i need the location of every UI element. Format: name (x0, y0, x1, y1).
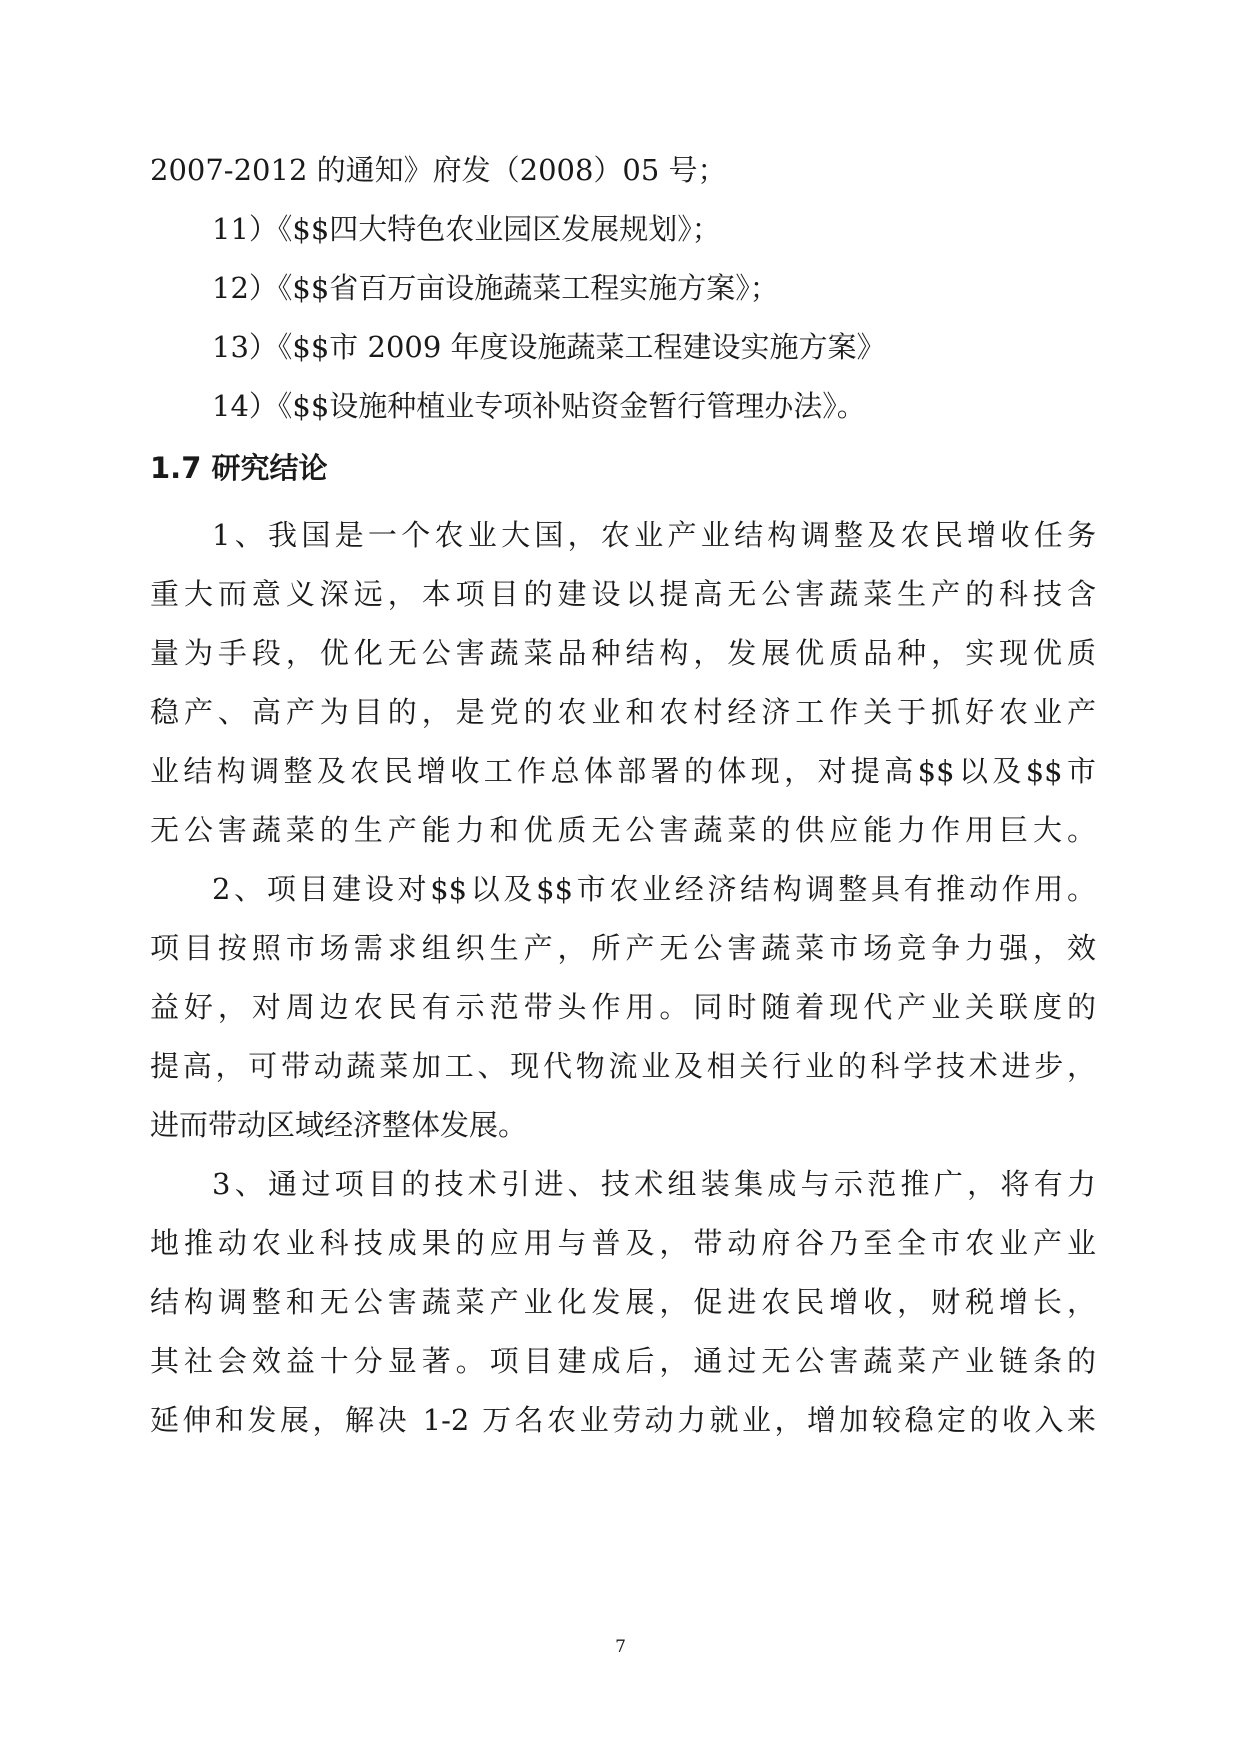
paragraph-1-line-5: 业结构调整及农民增收工作总体部署的体现，对提高$$以及$$市 (150, 754, 1096, 788)
paragraph-3-line-1: 3、通过项目的技术引进、技术组装集成与示范推广，将有力 (212, 1167, 1096, 1201)
paragraph-1-line-4: 稳产、高产为目的，是党的农业和农村经济工作关于抓好农业产 (150, 695, 1096, 729)
list-item-11: 11）《$$四大特色农业园区发展规划》； (212, 212, 721, 246)
section-heading: 1.7 研究结论 (150, 451, 328, 485)
list-item-13: 13）《$$市 2009 年度设施蔬菜工程建设实施方案》 (212, 330, 886, 364)
paragraph-3-line-4: 其社会效益十分显著。项目建成后，通过无公害蔬菜产业链条的 (150, 1344, 1096, 1378)
list-item-12: 12）《$$省百万亩设施蔬菜工程实施方案》； (212, 271, 779, 305)
paragraph-1-line-2: 重大而意义深远，本项目的建设以提高无公害蔬菜生产的科技含 (150, 577, 1096, 611)
list-item-14: 14）《$$设施种植业专项补贴资金暂行管理办法》。 (212, 389, 866, 423)
paragraph-3-line-5: 延伸和发展，解决 1-2 万名农业劳动力就业，增加较稳定的收入来 (150, 1403, 1096, 1437)
paragraph-3-line-3: 结构调整和无公害蔬菜产业化发展，促进农民增收，财税增长， (150, 1285, 1096, 1319)
paragraph-3-line-2: 地推动农业科技成果的应用与普及，带动府谷乃至全市农业产业 (150, 1226, 1096, 1260)
paragraph-2-line-1: 2、项目建设对$$以及$$市农业经济结构调整具有推动作用。 (212, 872, 1096, 906)
paragraph-2-line-5: 进而带动区域经济整体发展。 (150, 1108, 528, 1142)
paragraph-2-line-4: 提高，可带动蔬菜加工、现代物流业及相关行业的科学技术进步， (150, 1049, 1096, 1083)
page-number: 7 (615, 1637, 626, 1657)
paragraph-2-line-3: 益好，对周边农民有示范带头作用。同时随着现代产业关联度的 (150, 990, 1096, 1024)
paragraph-1-line-3: 量为手段，优化无公害蔬菜品种结构，发展优质品种，实现优质 (150, 636, 1096, 670)
paragraph-1-line-1: 1、我国是一个农业大国，农业产业结构调整及农民增收任务 (212, 518, 1096, 552)
paragraph-2-line-2: 项目按照市场需求组织生产，所产无公害蔬菜市场竞争力强，效 (150, 931, 1096, 965)
paragraph-1-line-6: 无公害蔬菜的生产能力和优质无公害蔬菜的供应能力作用巨大。 (150, 813, 1096, 847)
list-item-continuation: 2007-2012 的通知》府发（2008）05 号； (150, 153, 727, 187)
